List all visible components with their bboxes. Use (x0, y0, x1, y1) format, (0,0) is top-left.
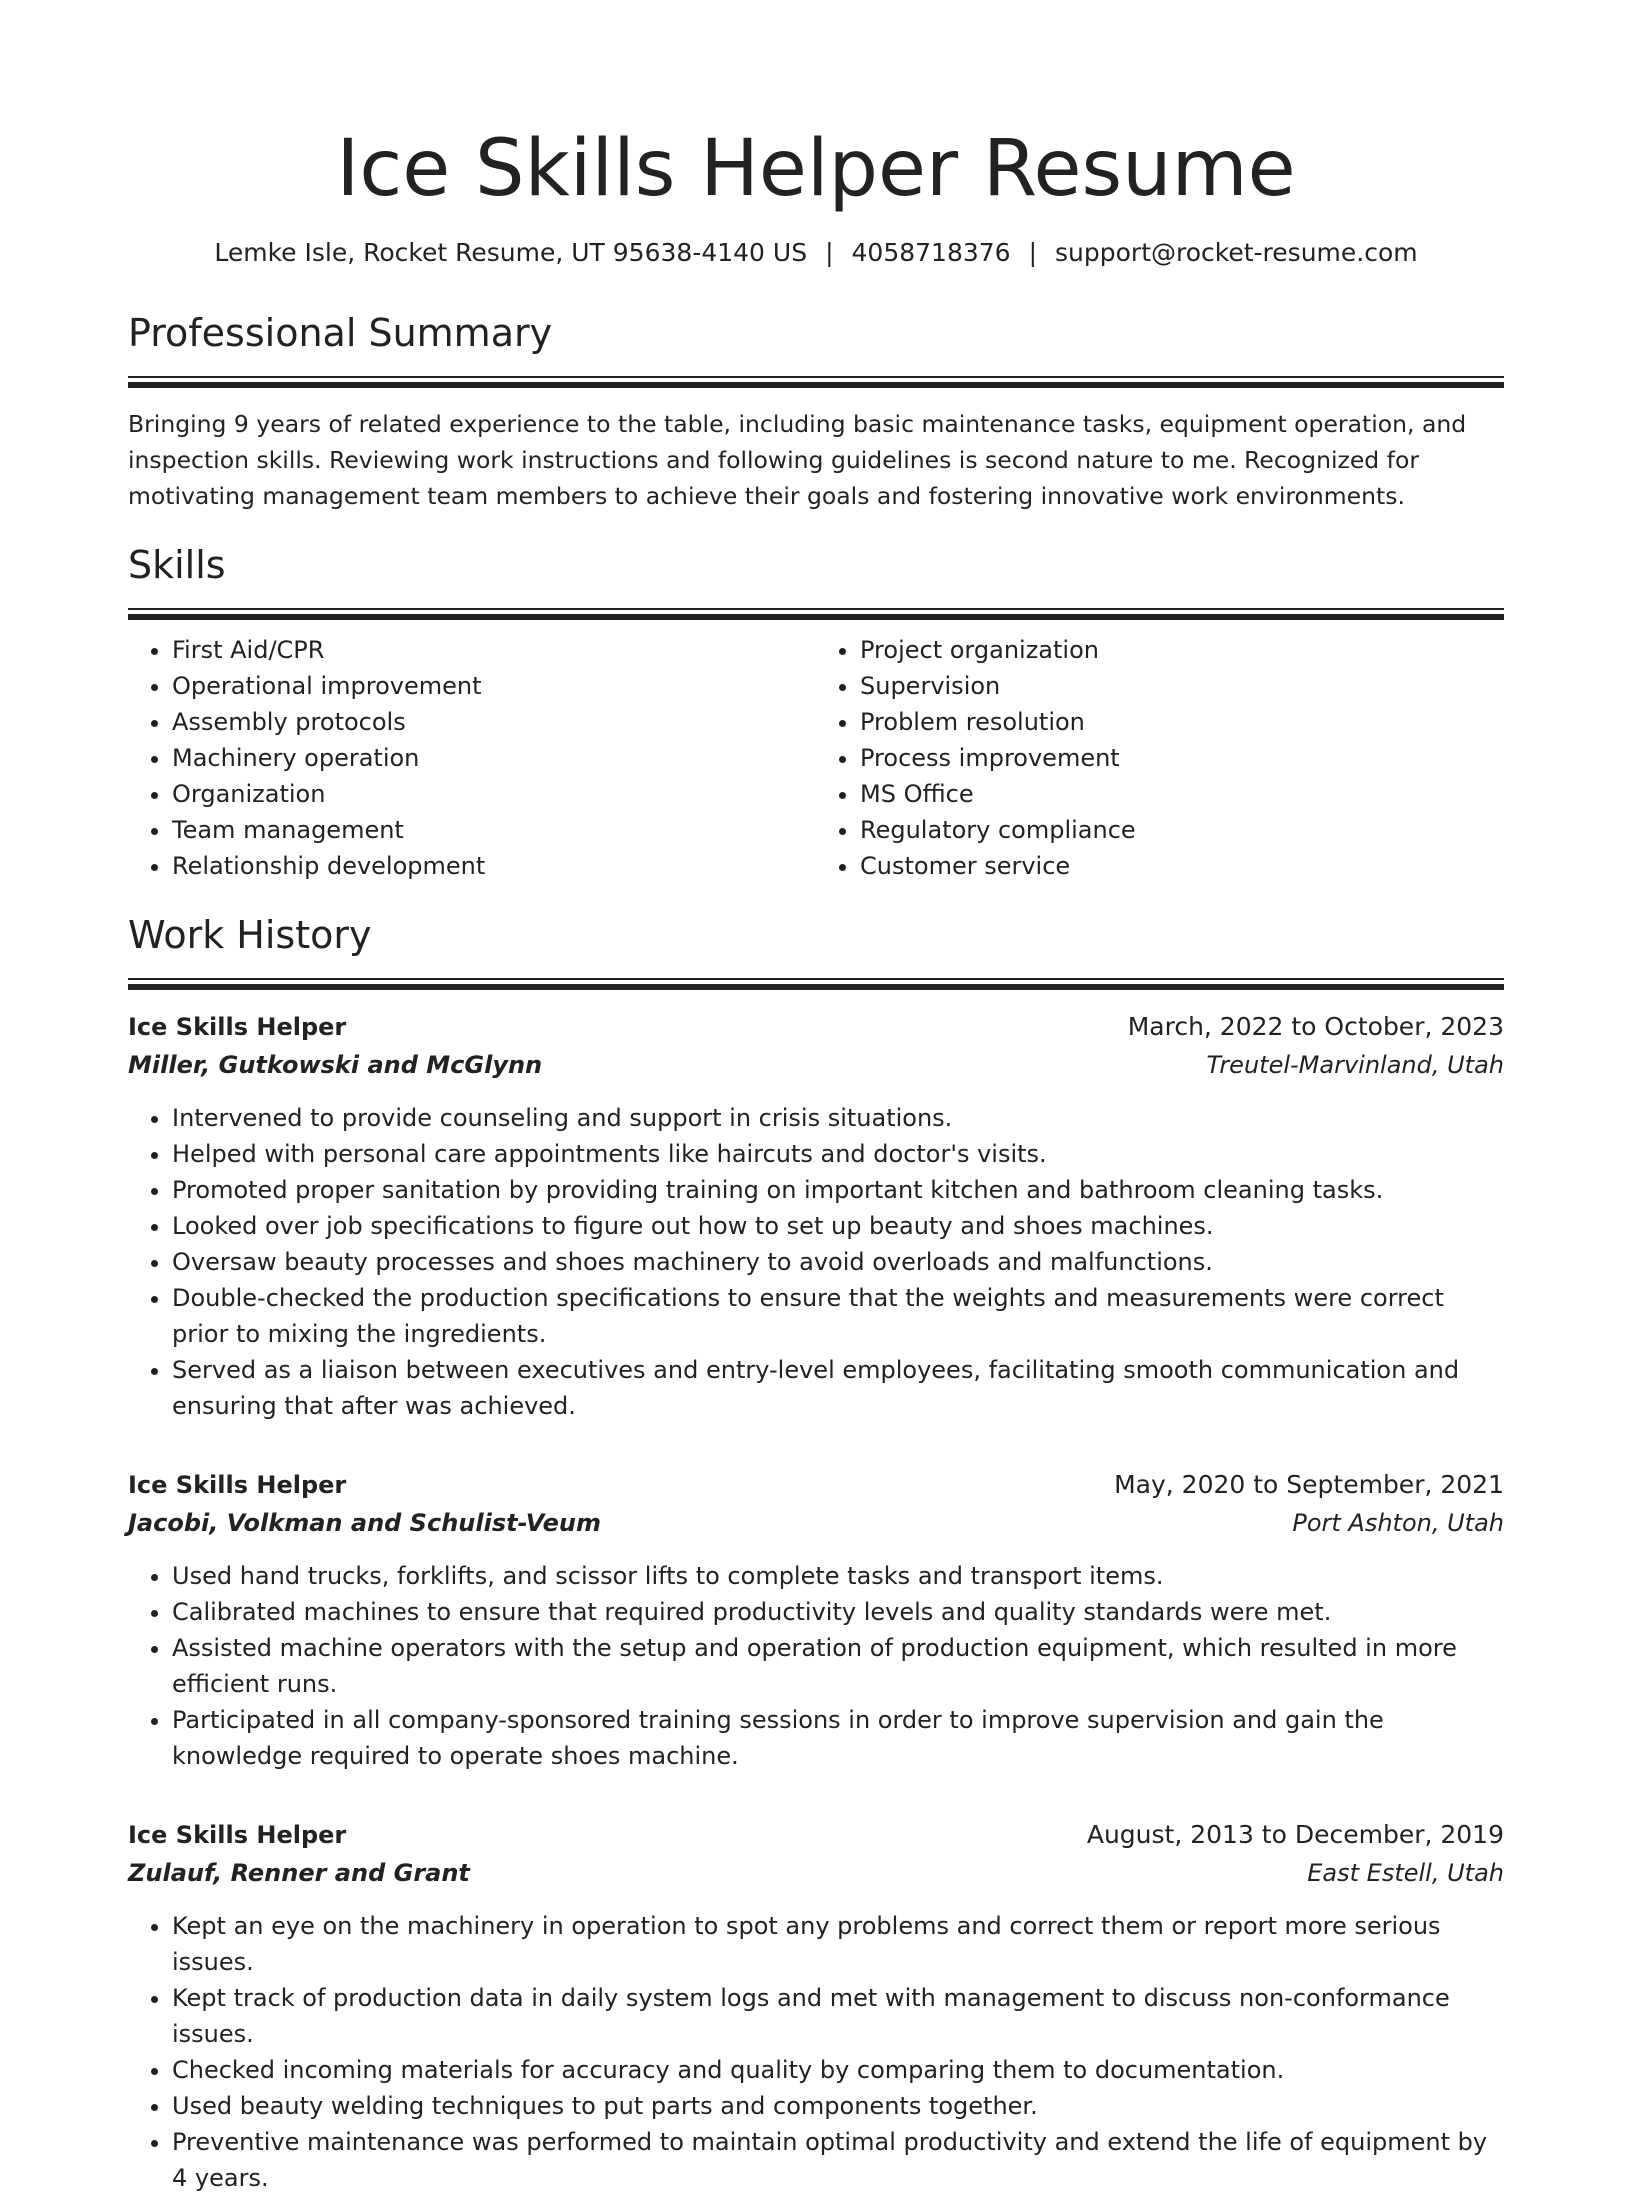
job-entry (128, 1466, 1504, 1774)
job-company: Jacobi, Volkman and Schulist-Veum (128, 1509, 601, 1537)
job-bullet: • Promoted proper sanitation by providing training on important kitchen and bathroom cleaning tasks. (172, 1172, 1504, 1208)
contact-line (128, 236, 1504, 270)
job-bullet: • Used hand trucks, forklifts, and scissor lifts to complete tasks and transport items. (172, 1558, 1504, 1594)
work-history-section (128, 912, 1504, 2196)
job-bullets (128, 1908, 1504, 2196)
skill-item: • Problem resolution (860, 704, 1504, 740)
job-bullet: • Preventive maintenance was performed to maintain optimal productivity and extend the life of equipment by 4 years. (172, 2124, 1504, 2196)
section-divider (128, 978, 1504, 990)
job-bullet: • Kept track of production data in daily system logs and met with management to discuss non-conformance issues. (172, 1980, 1504, 2052)
resume-title: Ice Skills Helper Resume (336, 124, 1296, 214)
section-divider (128, 376, 1504, 388)
skill-item: • Relationship development (172, 848, 816, 884)
job-company: Zulauf, Renner and Grant (128, 1859, 470, 1887)
skill-item: • Supervision (860, 668, 1504, 704)
summary-section (128, 310, 1504, 514)
job-location: Treutel-Marvinland, Utah (1206, 1051, 1504, 1079)
job-bullet: • Participated in all company-sponsored training sessions in order to improve supervision and gain the knowledge required to operate shoes machine. (172, 1702, 1504, 1774)
skills-right-column (816, 632, 1504, 884)
job-bullet: • Intervened to provide counseling and support in crisis situations. (172, 1100, 1504, 1136)
job-bullet: • Helped with personal care appointments like haircuts and doctor's visits. (172, 1136, 1504, 1172)
section-divider (128, 608, 1504, 620)
job-company: Miller, Gutkowski and McGlynn (128, 1051, 543, 1079)
skill-item: • Customer service (860, 848, 1504, 884)
job-bullet: • Calibrated machines to ensure that required productivity levels and quality standards were met. (172, 1594, 1504, 1630)
skill-item: • Operational improvement (172, 668, 816, 704)
job-location: Port Ashton, Utah (1292, 1509, 1504, 1537)
job-bullet: • Looked over job specifications to figure out how to set up beauty and shoes machines. (172, 1208, 1504, 1244)
job-bullets (128, 1558, 1504, 1774)
separator: | (1028, 238, 1038, 267)
section-heading: Professional Summary (128, 311, 553, 355)
job-dates: May, 2020 to September, 2021 (1114, 1470, 1504, 1499)
separator: | (825, 238, 834, 267)
job-title: Ice Skills Helper (128, 1821, 347, 1849)
job-location: East Estell, Utah (1307, 1859, 1504, 1887)
skill-item: • Process improvement (860, 740, 1504, 776)
skill-item: • Machinery operation (172, 740, 816, 776)
job-bullet: • Used beauty welding techniques to put parts and components together. (172, 2088, 1504, 2124)
phone: 4058718376 (851, 238, 1011, 267)
skill-item: • Project organization (860, 632, 1504, 668)
skill-item: • First Aid/CPR (172, 632, 816, 668)
job-dates: March, 2022 to October, 2023 (1127, 1012, 1504, 1041)
job-title: Ice Skills Helper (128, 1471, 347, 1499)
address: Lemke Isle, Rocket Resume, UT 95638-4140 US (214, 238, 808, 267)
job-bullets (128, 1100, 1504, 1424)
skill-item: • MS Office (860, 776, 1504, 812)
job-entry (128, 1816, 1504, 2196)
skill-item: • Regulatory compliance (860, 812, 1504, 848)
section-heading: Skills (128, 543, 226, 587)
job-bullet: • Double-checked the production specifications to ensure that the weights and measurements were correct prior to mixing the ingredients. (172, 1280, 1504, 1352)
skill-item: • Team management (172, 812, 816, 848)
job-bullet: • Assisted machine operators with the setup and operation of production equipment, which resulted in more efficient runs. (172, 1630, 1504, 1702)
section-heading: Work History (128, 913, 372, 957)
job-dates: August, 2013 to December, 2019 (1086, 1820, 1504, 1849)
email: support@rocket-resume.com (1055, 238, 1418, 267)
skills-section (128, 542, 1504, 884)
skills-grid (128, 632, 1504, 884)
skill-item: • Assembly protocols (172, 704, 816, 740)
job-bullet: • Kept an eye on the machinery in operation to spot any problems and correct them or report more serious issues. (172, 1908, 1504, 1980)
skills-left-column (128, 632, 816, 884)
job-bullet: • Checked incoming materials for accuracy and quality by comparing them to documentation. (172, 2052, 1504, 2088)
job-bullet: • Served as a liaison between executives and entry-level employees, facilitating smooth communication and ensuring that after was achieved. (172, 1352, 1504, 1424)
job-title: Ice Skills Helper (128, 1013, 347, 1041)
summary-text: Bringing 9 years of related experience to the table, including basic maintenance tasks, equipment operation, and inspection skills. Reviewing work instructions and following guidelines is second nature to me. Recognized for motivating management team members to achieve their goals and fostering innovative work environments. (128, 410, 1467, 510)
skill-item: • Organization (172, 776, 816, 812)
job-bullet: • Oversaw beauty processes and shoes machinery to avoid overloads and malfunctions. (172, 1244, 1504, 1280)
job-entry (128, 1008, 1504, 1424)
